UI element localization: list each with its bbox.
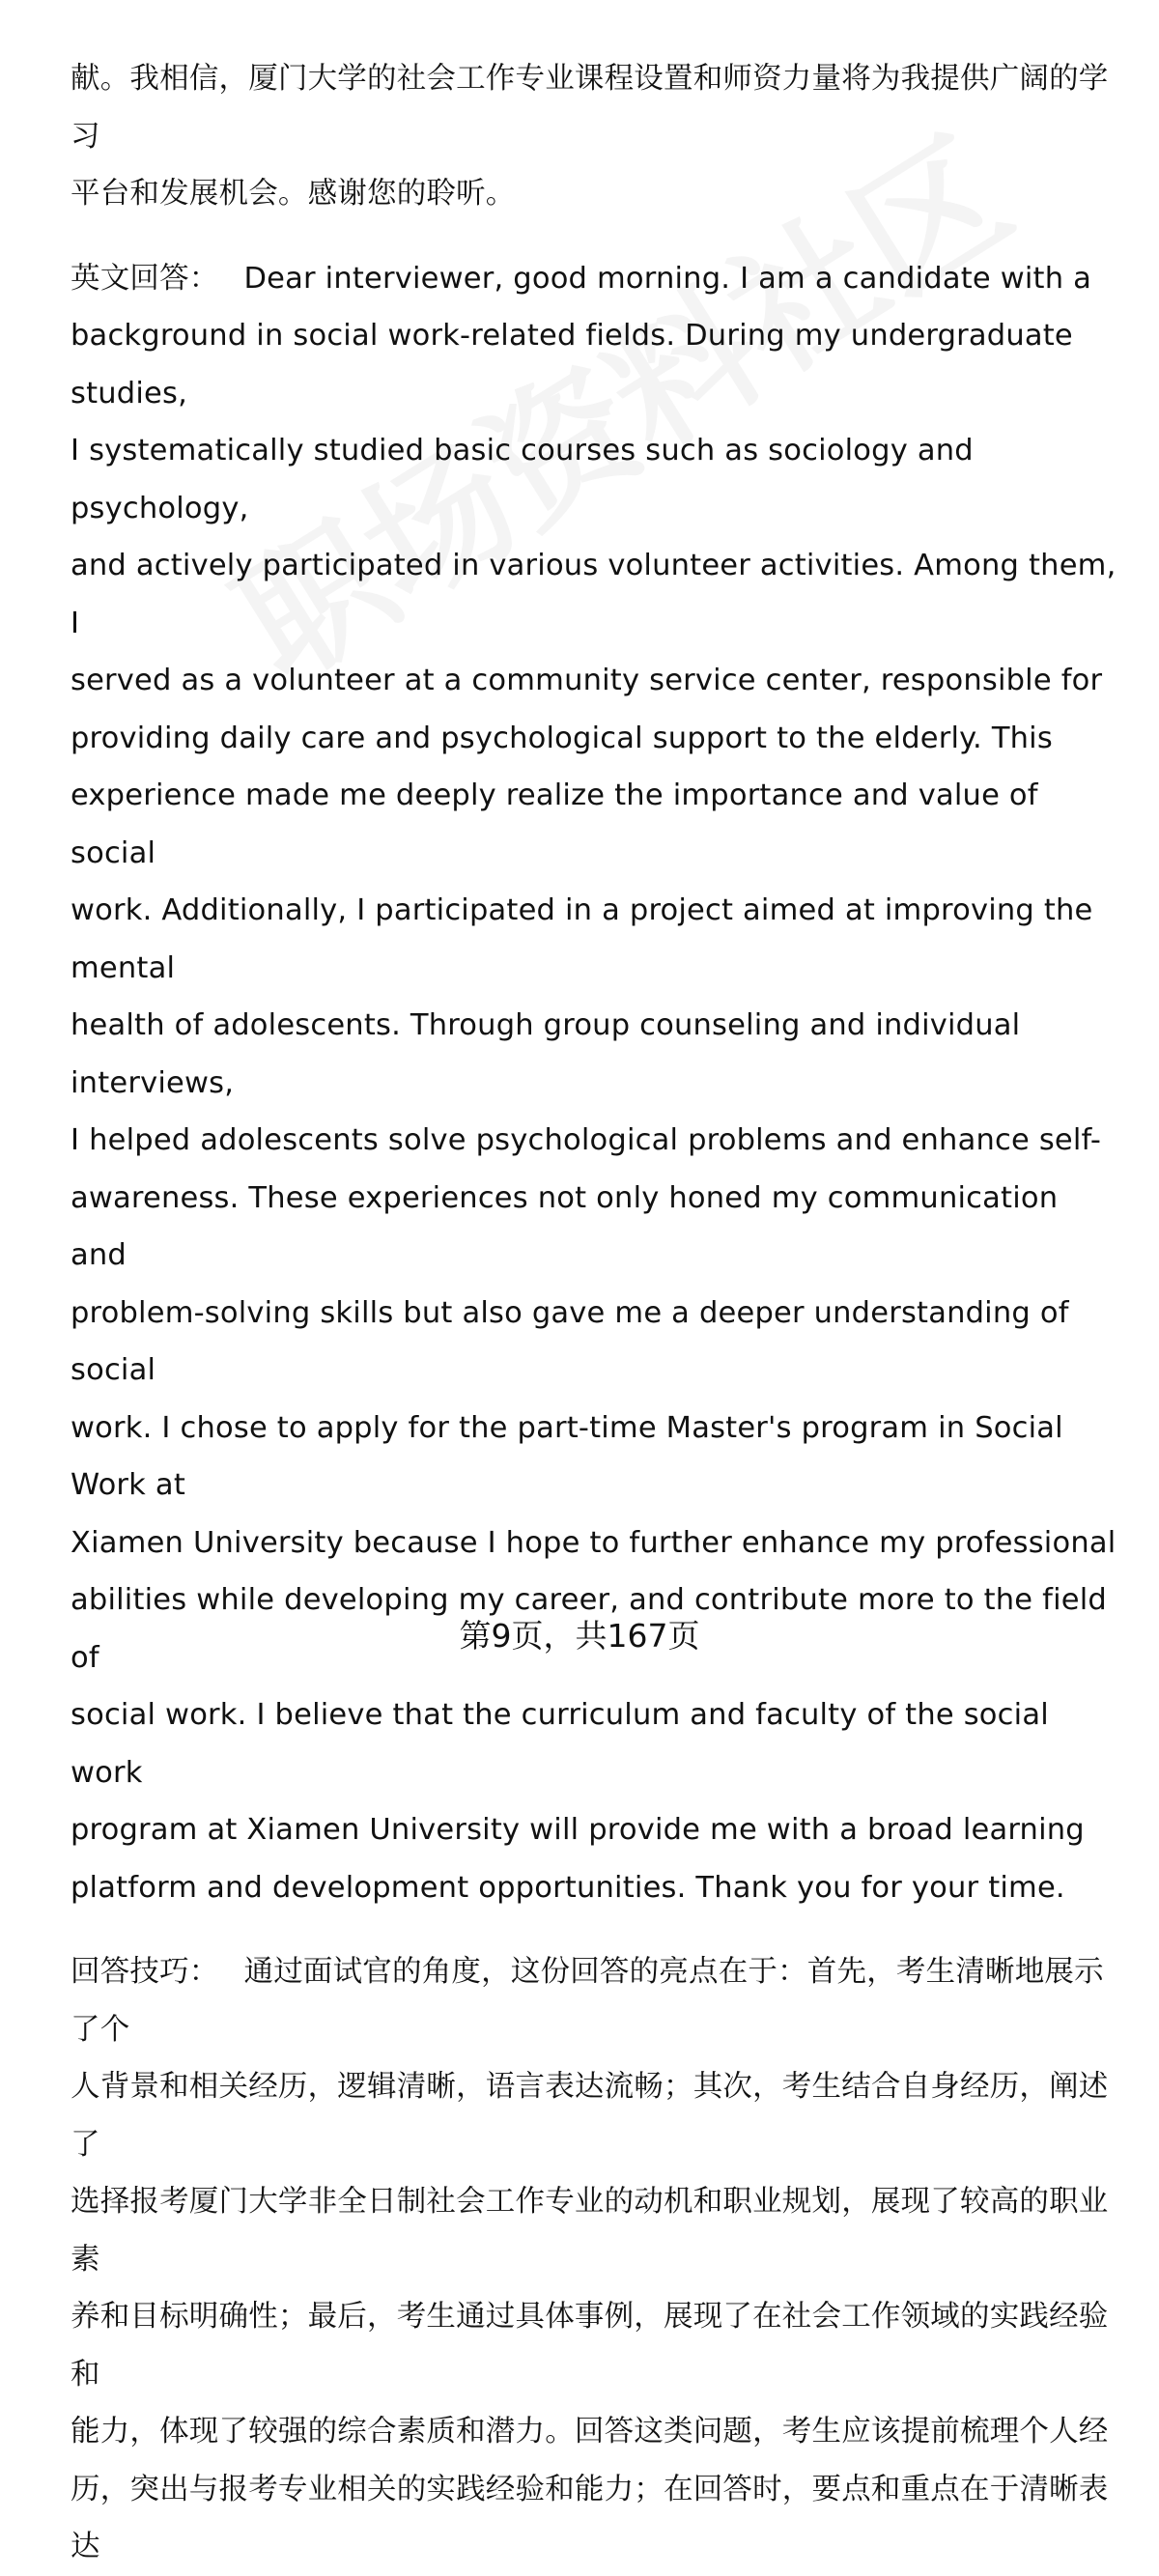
intro-text: 献。我相信，厦门大学的社会工作专业课程设置和师资力量将为我提供广阔的学习 平台和发展机会。感谢您的聆听。 — [71, 62, 1109, 211]
english-answer-text: Dear interviewer, good morning. I am a candidate with a background in social work-related fields. During my undergraduate studies, I systematically studied basic courses such as sociology and psychology, and actively participated in various volunteer activities. Among them, I served as a volunteer at a community service center, responsible for providing daily care and psychological support to the elderly. This experience made me deeply realize the importance and value of social work. Additionally, I participated in a project aimed at improving the mental health of adolescents. Through group counseling and individual interviews, I helped adolescents solve psychological problems and enhance self- awareness. These experiences not only honed my communication and problem-solving skills but also gave me a deeper understanding of social work. I chose to apply for the part-time Master's program in Social Work at Xiamen University because I hope to further enhance my professional abilities while developing my career, and contribute more to the field of social work. I believe that the curriculum and faculty of the social work program at Xiamen University will provide me with a broad learning platform and development opportunities. Thank you for your time. — [71, 261, 1117, 1905]
english-answer-label: 英文回答： — [71, 261, 219, 296]
answer-tips-paragraph — [71, 1943, 1123, 2576]
answer-tips-label: 回答技巧： — [71, 1955, 219, 1989]
english-answer-paragraph — [71, 250, 1123, 1917]
page-number-footer: 第9页，共167页 — [459, 1617, 700, 1655]
answer-tips-text: 通过面试官的角度，这份回答的亮点在于：首先，考生清晰地展示了个 人背景和相关经历，逻辑清晰，语言表达流畅；其次，考生结合自身经历，阐述了 选择报考厦门大学非全日制社会工作专业的动机和职业规划，展现了较高的职业素 养和目标明确性；最后，考生通过具体事例，展现了在社会工作领域的实践经验和 能力，体现了较强的综合素质和潜力。回答这类问题，考生应该提前梳理个人经 历，突出与报考专业相关的实践经验和能力；在回答时，要点和重点在于清晰表达 — [71, 1955, 1109, 2563]
intro-paragraph — [71, 50, 1123, 223]
page-content — [71, 50, 1123, 2576]
